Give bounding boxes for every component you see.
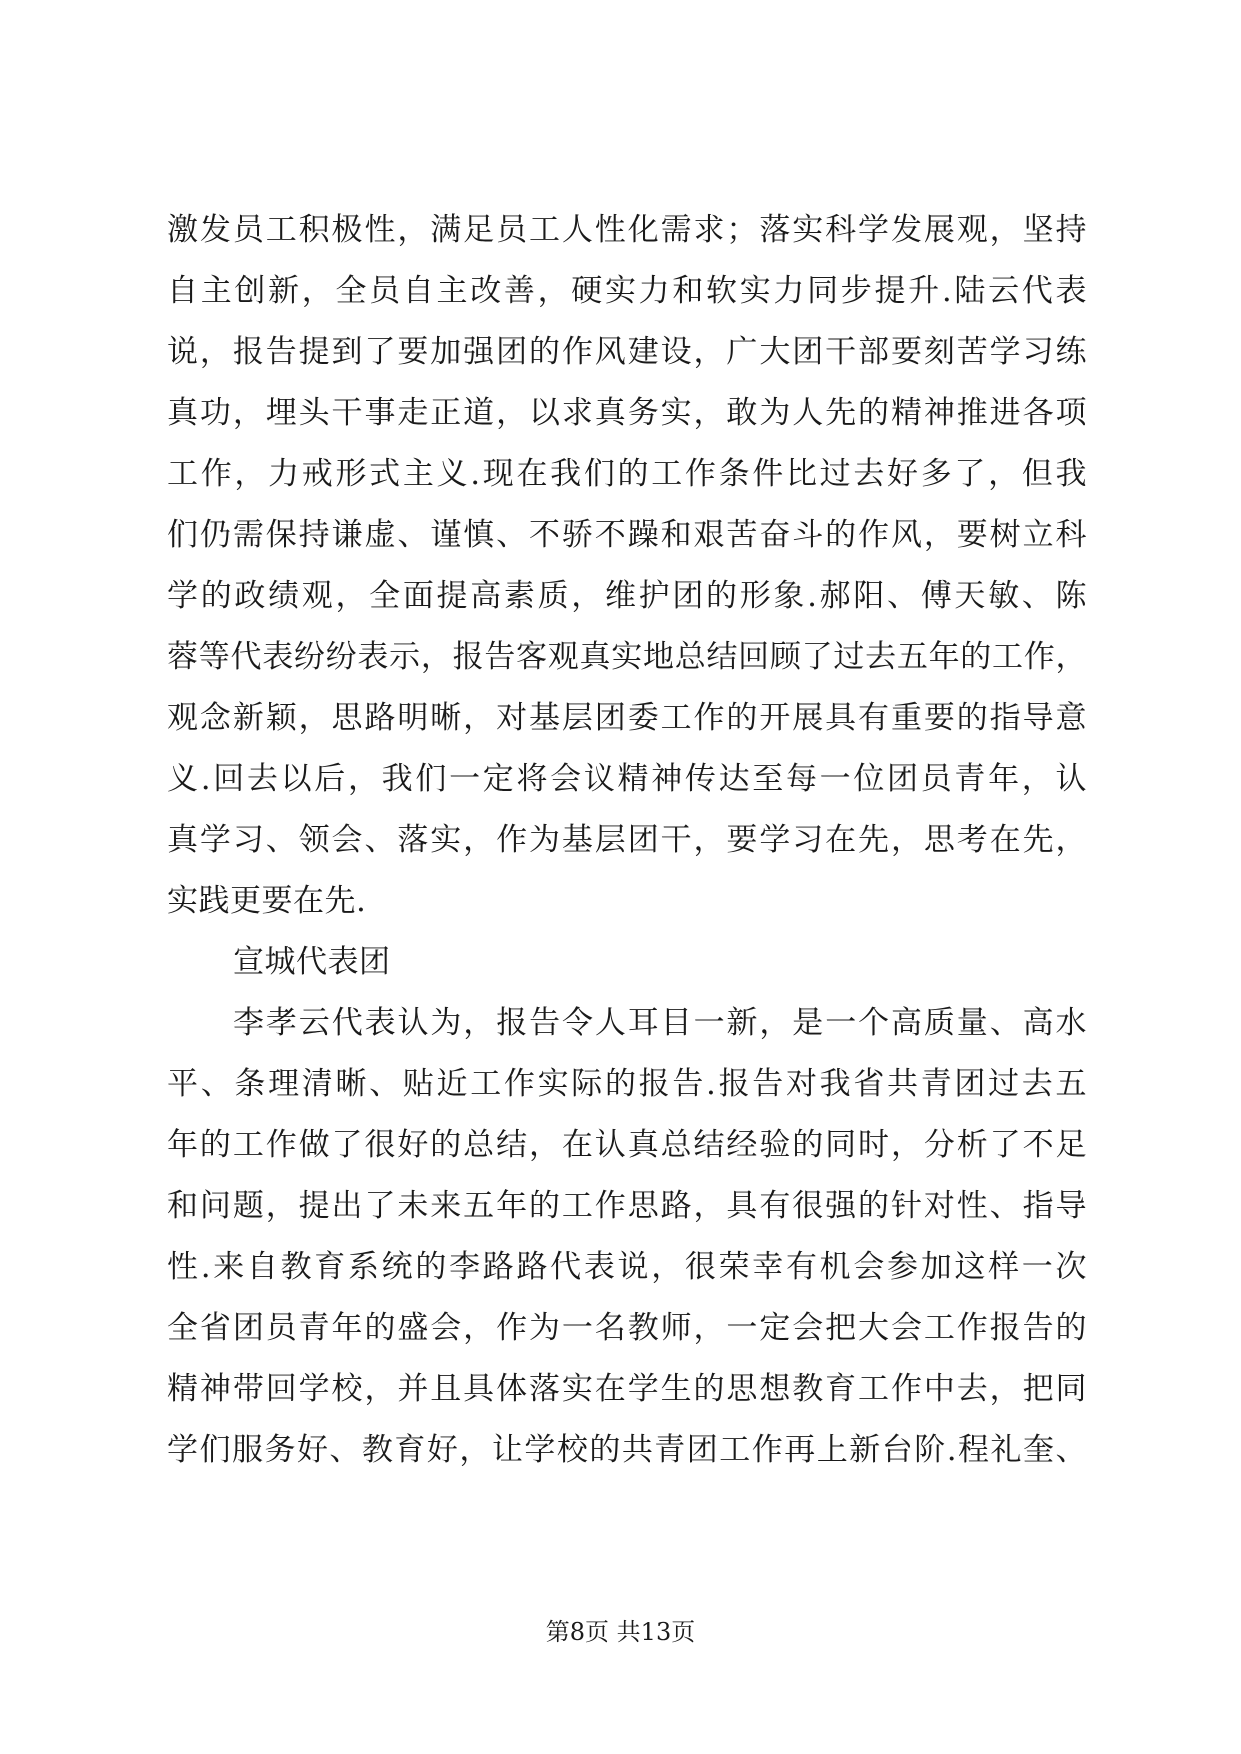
text-line-9: 观念新颖，思路明晰，对基层团委工作的开展具有重要的指导意 (167, 700, 1087, 736)
text-line-7: 学的政绩观，全面提高素质，维护团的形象.郝阳、傅天敏、陈 (167, 578, 1087, 614)
text-line-4: 真功，埋头干事走正道，以求真务实，敢为人先的精神推进各项 (167, 395, 1087, 431)
text-line-20: 学们服务好、教育好，让学校的共青团工作再上新台阶.程礼奎、 (167, 1432, 1087, 1468)
body-text (167, 200, 1087, 1481)
text-line-18: 全省团员青年的盛会，作为一名教师，一定会把大会工作报告的 (167, 1310, 1087, 1346)
text-line-1: 激发员工积极性，满足员工人性化需求；落实科学发展观，坚持 (167, 212, 1087, 248)
text-line-15: 年的工作做了很好的总结，在认真总结经验的同时，分析了不足 (167, 1127, 1087, 1163)
text-line-5: 工作，力戒形式主义.现在我们的工作条件比过去好多了，但我 (167, 456, 1087, 492)
text-line-10: 义.回去以后，我们一定将会议精神传达至每一位团员青年，认 (167, 761, 1087, 797)
text-line-17: 性.来自教育系统的李路路代表说，很荣幸有机会参加这样一次 (167, 1249, 1087, 1285)
text-line-19: 精神带回学校，并且具体落实在学生的思想教育工作中去，把同 (167, 1371, 1087, 1407)
page-footer: 第8页 共13页 (545, 1618, 696, 1646)
text-line-13: 李孝云代表认为，报告令人耳目一新，是一个高质量、高水 (233, 1005, 1087, 1041)
text-line-6: 们仍需保持谦虚、谨慎、不骄不躁和艰苦奋斗的作风，要树立科 (167, 517, 1087, 553)
text-line-11: 真学习、领会、落实，作为基层团干，要学习在先，思考在先， (167, 822, 1087, 858)
section-heading: 宣城代表团 (233, 944, 391, 980)
text-line-14: 平、条理清晰、贴近工作实际的报告.报告对我省共青团过去五 (167, 1066, 1087, 1102)
text-line-8: 蓉等代表纷纷表示，报告客观真实地总结回顾了过去五年的工作， (167, 639, 1087, 675)
text-line-2: 自主创新，全员自主改善，硬实力和软实力同步提升.陆云代表 (167, 273, 1087, 309)
text-line-12: 实践更要在先. (167, 883, 367, 919)
text-line-16: 和问题，提出了未来五年的工作思路，具有很强的针对性、指导 (167, 1188, 1087, 1224)
text-line-3: 说，报告提到了要加强团的作风建设，广大团干部要刻苦学习练 (167, 334, 1087, 370)
